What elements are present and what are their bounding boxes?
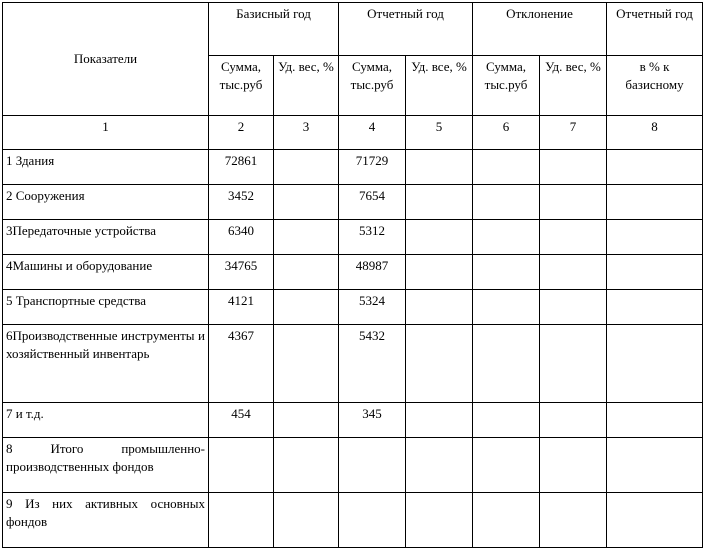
row-name: 3Передаточные устройства [3, 220, 209, 255]
report-sum-cell: 5312 [339, 220, 406, 255]
base-share-cell [274, 438, 339, 493]
report-share-header: Уд. все, % [406, 56, 473, 116]
report-sum-cell: 7654 [339, 185, 406, 220]
column-number: 5 [406, 116, 473, 150]
deviation-share-cell [540, 290, 607, 325]
deviation-header: Отклонение [473, 3, 607, 56]
report-share-cell [406, 403, 473, 438]
report-share-cell [406, 185, 473, 220]
report-sum-cell: 48987 [339, 255, 406, 290]
base-sum-cell: 3452 [209, 185, 274, 220]
base-share-cell [274, 290, 339, 325]
row-name: 1 Здания [3, 150, 209, 185]
table-row [3, 185, 703, 220]
base-sum-cell [209, 493, 274, 548]
base-sum-cell: 4121 [209, 290, 274, 325]
base-share-cell [274, 185, 339, 220]
pct-cell [607, 150, 703, 185]
column-number-row [3, 116, 703, 150]
deviation-sum-cell [473, 220, 540, 255]
table-row [3, 438, 703, 493]
column-number: 1 [3, 116, 209, 150]
base-share-header: Уд. вес, % [274, 56, 339, 116]
report-sum-cell: 5432 [339, 325, 406, 403]
base-sum-cell: 6340 [209, 220, 274, 255]
base-year-header: Базисный год [209, 3, 339, 56]
base-share-cell [274, 220, 339, 255]
deviation-share-cell [540, 403, 607, 438]
report-share-cell [406, 493, 473, 548]
base-share-cell [274, 493, 339, 548]
table-row [3, 493, 703, 548]
report-year-header: Отчетный год [339, 3, 473, 56]
indicators-header: Показатели [3, 3, 209, 116]
base-share-cell [274, 403, 339, 438]
column-number: 8 [607, 116, 703, 150]
deviation-share-cell [540, 255, 607, 290]
pct-cell [607, 290, 703, 325]
pct-cell [607, 493, 703, 548]
row-name: 6Производственные инструменты и хозяйственный инвентарь [3, 325, 209, 403]
report-share-cell [406, 150, 473, 185]
report-sum-cell: 5324 [339, 290, 406, 325]
pct-cell [607, 255, 703, 290]
report-share-cell [406, 325, 473, 403]
column-number: 6 [473, 116, 540, 150]
deviation-share-cell [540, 150, 607, 185]
row-name: 9 Из них активных основных фондов [3, 493, 209, 548]
pct-cell [607, 438, 703, 493]
table-row [3, 325, 703, 403]
column-number: 3 [274, 116, 339, 150]
base-sum-cell: 4367 [209, 325, 274, 403]
report-sum-cell [339, 493, 406, 548]
report-sum-cell [339, 438, 406, 493]
column-number: 7 [540, 116, 607, 150]
deviation-sum-cell [473, 255, 540, 290]
header-row-1 [3, 3, 703, 56]
pct-cell [607, 185, 703, 220]
deviation-sum-cell [473, 493, 540, 548]
table-row [3, 290, 703, 325]
deviation-share-cell [540, 325, 607, 403]
base-sum-cell [209, 438, 274, 493]
pct-cell [607, 403, 703, 438]
row-name: 4Машины и оборудование [3, 255, 209, 290]
base-share-cell [274, 255, 339, 290]
report-year-pct-header: Отчетный год [607, 3, 703, 56]
pct-of-base-header: в % к базисному [607, 56, 703, 116]
deviation-share-cell [540, 493, 607, 548]
column-number: 2 [209, 116, 274, 150]
report-share-cell [406, 438, 473, 493]
report-sum-cell: 345 [339, 403, 406, 438]
pct-cell [607, 220, 703, 255]
row-name: 7 и т.д. [3, 403, 209, 438]
base-sum-header: Сумма, тыс.руб [209, 56, 274, 116]
fixed-assets-table [2, 2, 703, 548]
base-sum-cell: 34765 [209, 255, 274, 290]
deviation-sum-cell [473, 325, 540, 403]
base-sum-cell: 72861 [209, 150, 274, 185]
report-sum-cell: 71729 [339, 150, 406, 185]
base-sum-cell: 454 [209, 403, 274, 438]
deviation-sum-header: Сумма, тыс.руб [473, 56, 540, 116]
deviation-share-header: Уд. вес, % [540, 56, 607, 116]
row-name: 8 Итого промышленно-производственных фондов [3, 438, 209, 493]
table-row [3, 220, 703, 255]
report-share-cell [406, 220, 473, 255]
report-sum-header: Сумма, тыс.руб [339, 56, 406, 116]
deviation-sum-cell [473, 438, 540, 493]
deviation-share-cell [540, 185, 607, 220]
deviation-sum-cell [473, 290, 540, 325]
table-row [3, 150, 703, 185]
base-share-cell [274, 150, 339, 185]
deviation-sum-cell [473, 150, 540, 185]
table-row [3, 255, 703, 290]
base-share-cell [274, 325, 339, 403]
deviation-share-cell [540, 438, 607, 493]
report-share-cell [406, 255, 473, 290]
deviation-sum-cell [473, 403, 540, 438]
report-share-cell [406, 290, 473, 325]
column-number: 4 [339, 116, 406, 150]
row-name: 5 Транспортные средства [3, 290, 209, 325]
row-name: 2 Сооружения [3, 185, 209, 220]
deviation-sum-cell [473, 185, 540, 220]
deviation-share-cell [540, 220, 607, 255]
pct-cell [607, 325, 703, 403]
table-row [3, 403, 703, 438]
